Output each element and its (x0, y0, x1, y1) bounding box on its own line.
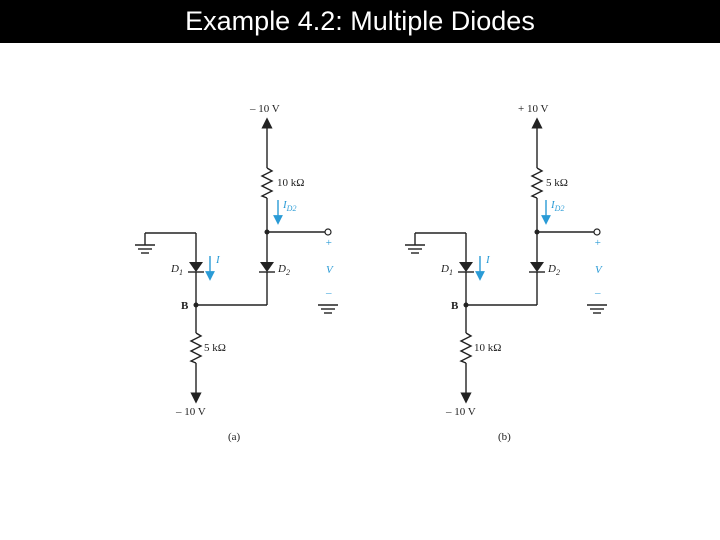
circuit-a (135, 103, 338, 443)
diode-d2-b-label: $D_2$ (548, 263, 560, 277)
current-id2-b: $I_{D2}$ (551, 199, 565, 213)
diode-d1-a-label: $D_1$ (171, 263, 183, 277)
output-minus-b: – (595, 287, 601, 299)
output-plus-a: + (325, 237, 333, 249)
supply-label-b-top: + 10 V (518, 103, 549, 115)
ground-icon (318, 305, 338, 313)
diode-d2-a (260, 262, 274, 272)
supply-label-a-bottom: – 10 V (176, 406, 206, 418)
resistor-a-bottom (191, 333, 201, 363)
ground-icon (135, 245, 155, 253)
slide-title: Example 4.2: Multiple Diodes (0, 0, 720, 43)
diode-d1-b-label: $D_1$ (441, 263, 453, 277)
diode-d2-b (530, 262, 544, 272)
current-id2-a: $I_{D2}$ (283, 199, 297, 213)
node-b-a-label: B (181, 300, 189, 312)
resistor-b-bottom-label: 10 kΩ (474, 342, 502, 354)
resistor-b-bottom (461, 333, 471, 363)
circuit-b (405, 103, 607, 443)
current-i-b: I (486, 254, 490, 266)
output-v-b: V (595, 264, 602, 276)
diode-d2-a-label: $D_2$ (278, 263, 290, 277)
supply-label-b-bottom: – 10 V (446, 406, 476, 418)
ground-icon (405, 245, 425, 253)
caption-b: (b) (498, 431, 511, 443)
resistor-a-top-label: 10 kΩ (277, 177, 305, 189)
output-v-a: V (326, 264, 333, 276)
output-terminal-a (325, 229, 331, 235)
supply-label-a-top: – 10 V (250, 103, 280, 115)
output-plus-b: + (594, 237, 602, 249)
output-terminal-b (594, 229, 600, 235)
diode-d1-a (189, 262, 203, 272)
caption-a: (a) (228, 431, 241, 443)
node-b-b-label: B (451, 300, 459, 312)
ground-icon (587, 305, 607, 313)
current-i-a: I (216, 254, 220, 266)
resistor-a-bottom-label: 5 kΩ (204, 342, 226, 354)
resistor-a-top (262, 168, 272, 198)
resistor-b-top-label: 5 kΩ (546, 177, 568, 189)
resistor-b-top (532, 168, 542, 198)
output-minus-a: – (326, 287, 332, 299)
diode-d1-b (459, 262, 473, 272)
